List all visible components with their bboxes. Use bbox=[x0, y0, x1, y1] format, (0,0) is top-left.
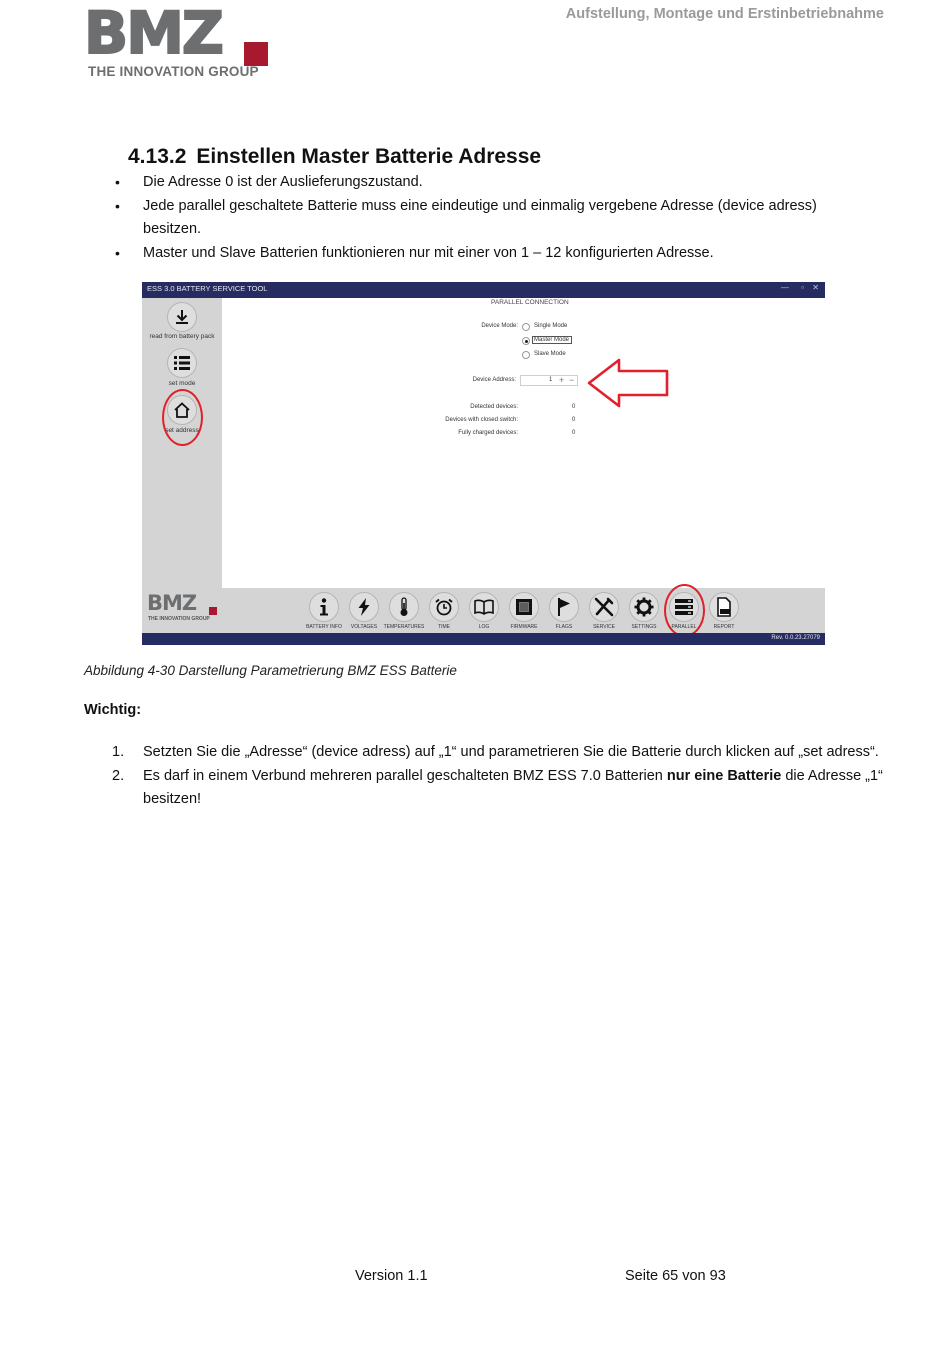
bullet-list bbox=[112, 171, 872, 265]
toolbar-label: VOLTAGES bbox=[350, 624, 378, 630]
bullet-item: • Jede parallel geschaltete Batterie muss eine eindeutige und einmalig vergebene Adresse (device adress) besitzen. bbox=[112, 195, 872, 242]
toolbar-label: PARALLEL bbox=[671, 624, 697, 630]
service-tool-screenshot bbox=[142, 282, 825, 645]
toolbar-label: TIME bbox=[438, 624, 450, 630]
revision-label: Rev. 0.0.23.27079 bbox=[771, 635, 820, 641]
item-text: Setzten Sie die „Adresse“ (device adress) auf „1“ und parametrieren Sie die Batterie durch klicken auf „set adress“. bbox=[143, 744, 879, 760]
toolbar-label: LOG bbox=[478, 624, 490, 630]
tools-icon bbox=[594, 597, 614, 617]
toolbar-label: FIRMWARE bbox=[510, 624, 538, 630]
sidebar-label: read from battery pack bbox=[149, 333, 215, 340]
bmz-logo bbox=[84, 0, 270, 82]
battery-info-button[interactable] bbox=[309, 592, 339, 622]
radio-master-mode[interactable] bbox=[522, 337, 530, 345]
close-icon[interactable]: ✕ bbox=[812, 283, 819, 292]
increment-icon[interactable]: + bbox=[559, 375, 565, 385]
gear-icon bbox=[634, 597, 654, 617]
panel-title: PARALLEL CONNECTION bbox=[491, 299, 569, 306]
toolbar-label: FLAGS bbox=[555, 624, 573, 630]
logo-tagline: THE INNOVATION GROUP bbox=[88, 64, 259, 79]
set-mode-button[interactable] bbox=[167, 348, 197, 378]
important-heading: Wichtig: bbox=[84, 702, 142, 718]
logo-red-square bbox=[244, 42, 268, 66]
numbered-item bbox=[112, 741, 887, 765]
alarm-clock-icon bbox=[435, 598, 453, 616]
window-title: ESS 3.0 BATTERY SERVICE TOOL bbox=[147, 284, 268, 293]
sidebar-label: set address bbox=[165, 427, 199, 434]
device-address-value: 1 bbox=[549, 377, 553, 383]
sidebar-label: set mode bbox=[168, 380, 196, 387]
settings-button[interactable] bbox=[629, 592, 659, 622]
book-icon bbox=[474, 599, 494, 615]
device-mode-label: Device Mode: bbox=[481, 323, 518, 329]
numbered-list bbox=[112, 741, 887, 812]
radio-single-mode[interactable] bbox=[522, 323, 530, 331]
stat-label: Detected devices: bbox=[470, 404, 518, 410]
firmware-button[interactable] bbox=[509, 592, 539, 622]
list-marker: 2. bbox=[112, 767, 125, 784]
radio-slave-mode[interactable] bbox=[522, 351, 530, 359]
thermometer-icon bbox=[398, 597, 410, 617]
radio-label: Single Mode bbox=[534, 323, 568, 329]
stat-label: Fully charged devices: bbox=[458, 430, 518, 436]
flags-button[interactable] bbox=[549, 592, 579, 622]
toolbar-label: BATTERY INFO bbox=[306, 624, 342, 630]
section-number: 4.13.2 bbox=[128, 145, 187, 168]
mini-logo-letters: BMZ bbox=[147, 591, 197, 615]
lightning-icon bbox=[357, 598, 371, 616]
bullet-item: • Master und Slave Batterien funktionieren nur mit einer von 1 – 12 konfigurierten Adresse. bbox=[112, 242, 872, 266]
item-text: die Adresse „1“ besitzen! bbox=[143, 767, 883, 807]
download-icon bbox=[174, 309, 190, 325]
chip-icon bbox=[515, 598, 533, 616]
time-button[interactable] bbox=[429, 592, 459, 622]
flag-icon bbox=[557, 598, 571, 616]
list-marker: 1. bbox=[112, 744, 125, 760]
footer-page-number: Seite 65 von 93 bbox=[625, 1268, 726, 1284]
status-bar bbox=[142, 633, 825, 645]
info-icon bbox=[317, 598, 331, 616]
item-bold-text: nur eine Batterie bbox=[666, 767, 782, 784]
mini-logo-tagline: THE INNOVATION GROUP bbox=[148, 616, 210, 622]
window-titlebar bbox=[142, 282, 825, 298]
footer-version: Version 1.1 bbox=[355, 1268, 428, 1284]
numbered-item bbox=[112, 765, 887, 812]
temperatures-button[interactable] bbox=[389, 592, 419, 622]
stat-value: 0 bbox=[572, 417, 576, 423]
toolbar-label: SERVICE bbox=[593, 624, 615, 630]
section-title: Einstellen Master Batterie Adresse bbox=[196, 145, 542, 168]
list-icon bbox=[174, 356, 190, 370]
pdf-icon bbox=[716, 597, 732, 617]
log-button[interactable] bbox=[469, 592, 499, 622]
stat-value: 0 bbox=[572, 430, 576, 436]
bmz-mini-logo bbox=[147, 593, 219, 623]
chapter-header: Aufstellung, Montage und Erstinbetriebnahme bbox=[565, 6, 884, 22]
minimize-icon[interactable]: — bbox=[781, 283, 789, 292]
bottom-toolbar bbox=[142, 588, 825, 633]
maximize-icon[interactable]: ▫ bbox=[801, 283, 804, 292]
read-from-battery-button[interactable] bbox=[167, 302, 197, 332]
figure-caption: Abbildung 4-30 Darstellung Parametrierung BMZ ESS Batterie bbox=[84, 663, 457, 678]
voltages-button[interactable] bbox=[349, 592, 379, 622]
toolbar-label: SETTINGS bbox=[631, 624, 657, 630]
radio-label: Slave Mode bbox=[534, 351, 566, 357]
logo-letters: BMZ bbox=[84, 0, 222, 67]
item-text: Es darf in einem Verbund mehreren parallel geschalteten BMZ ESS 7.0 Batterien bbox=[143, 767, 667, 784]
stat-value: 0 bbox=[572, 404, 576, 410]
red-arrow-annotation bbox=[586, 356, 670, 410]
toolbar-report[interactable] bbox=[704, 592, 744, 633]
device-address-label: Device Address: bbox=[472, 377, 516, 383]
radio-label: Master Mode bbox=[532, 336, 572, 344]
section-heading bbox=[128, 145, 541, 169]
report-button[interactable] bbox=[709, 592, 739, 622]
highlight-ring bbox=[162, 389, 203, 446]
service-button[interactable] bbox=[589, 592, 619, 622]
mini-logo-square bbox=[209, 607, 217, 615]
toolbar-label: TEMPERATURES bbox=[383, 624, 425, 630]
decrement-icon[interactable]: − bbox=[569, 375, 575, 385]
tool-sidebar bbox=[142, 298, 222, 588]
toolbar-label: REPORT bbox=[713, 624, 735, 630]
stat-label: Devices with closed switch: bbox=[445, 417, 518, 423]
bullet-item: • Die Adresse 0 ist der Auslieferungszustand. bbox=[112, 171, 872, 195]
